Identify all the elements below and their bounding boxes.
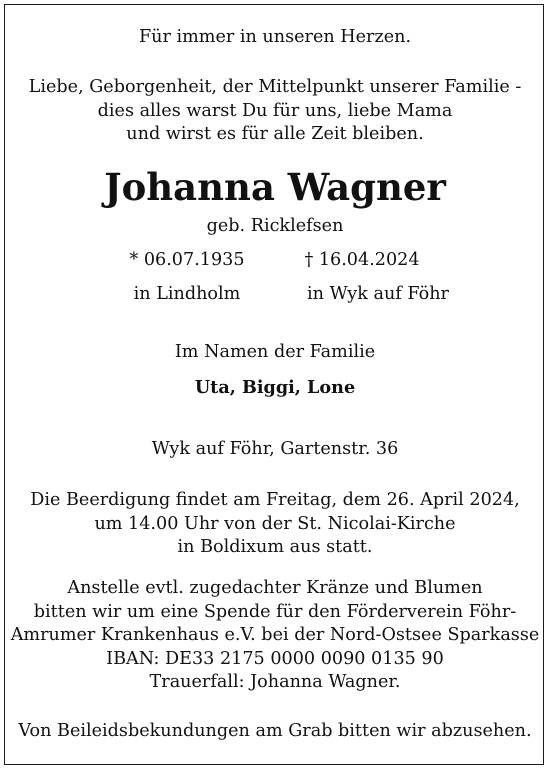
death-date: † 16.04.2024 xyxy=(304,250,420,270)
donation-line: bitten wir um eine Spende für den Förderverein Föhr- xyxy=(33,601,517,622)
poem xyxy=(0,76,550,147)
funeral-line: in Boldixum aus statt. xyxy=(177,537,373,557)
address: Wyk auf Föhr, Gartenstr. 36 xyxy=(151,439,399,459)
closing-note: Von Beileidsbekundungen am Grab bitten wir abzusehen. xyxy=(18,721,532,741)
donation-line: Trauerfall: Johanna Wagner. xyxy=(149,672,401,692)
deceased-name: Johanna Wagner xyxy=(104,165,446,209)
death-place: in Wyk auf Föhr xyxy=(307,284,449,304)
birth-name: geb. Ricklefsen xyxy=(206,216,344,236)
birth-place: in Lindholm xyxy=(133,284,241,304)
birth-date: * 06.07.1935 xyxy=(129,250,245,270)
family-names: Uta, Biggi, Lone xyxy=(194,377,356,398)
donation-line: Amrumer Krankenhaus e.V. bei der Nord-Ostsee Sparkasse xyxy=(10,625,540,645)
funeral-info xyxy=(0,489,550,560)
donation-info xyxy=(0,577,550,695)
donation-line: Anstelle evtl. zugedachter Kränze und Blumen xyxy=(67,578,483,598)
poem-line: dies alles warst Du für uns, liebe Mama xyxy=(97,100,453,121)
donation-line: IBAN: DE33 2175 0000 0090 0135 90 xyxy=(106,648,444,669)
poem-line: Liebe, Geborgenheit, der Mittelpunkt unserer Familie - xyxy=(28,77,522,97)
family-intro: Im Namen der Familie xyxy=(174,342,376,362)
funeral-line: um 14.00 Uhr von der St. Nicolai-Kirche xyxy=(94,513,456,534)
funeral-line: Die Beerdigung findet am Freitag, dem 26. April 2024, xyxy=(30,490,520,510)
motto: Für immer in unseren Herzen. xyxy=(138,27,412,47)
poem-line: und wirst es für alle Zeit bleiben. xyxy=(126,124,424,144)
